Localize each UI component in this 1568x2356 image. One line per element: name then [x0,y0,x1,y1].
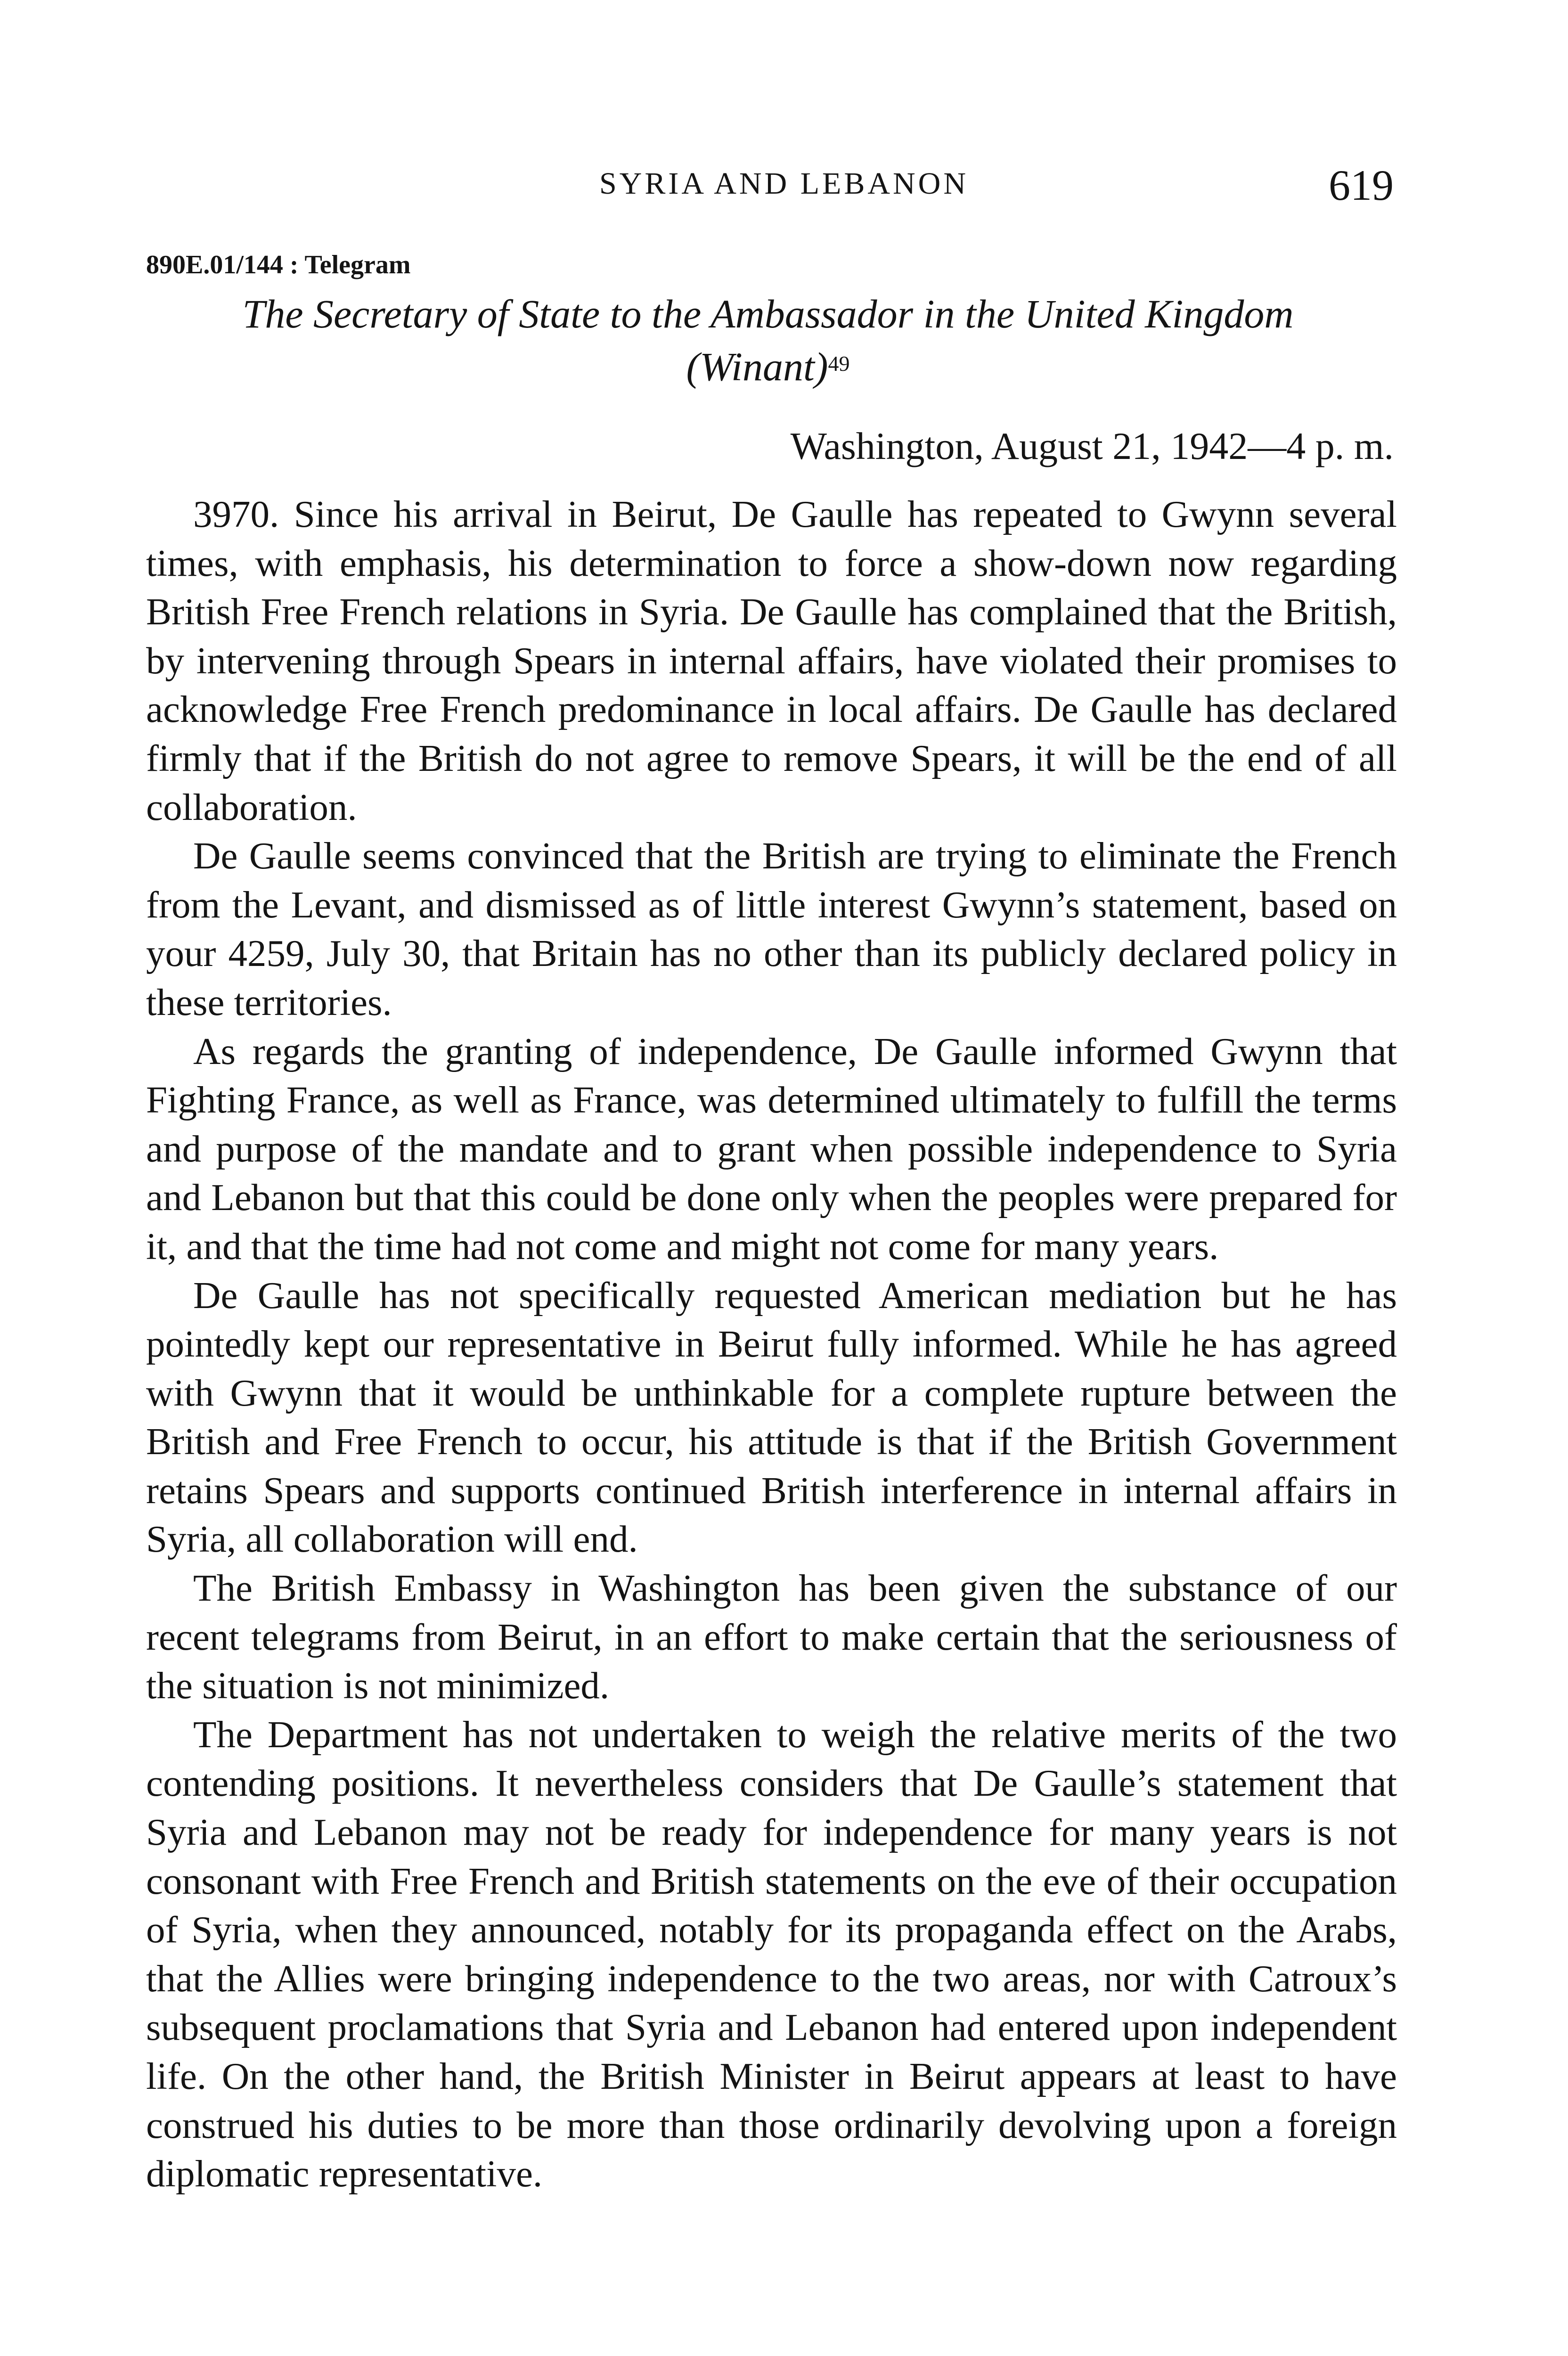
running-title: SYRIA AND LEBANON [599,166,969,201]
heading-line-1: The Secretary of State to the Ambassador in the United Kingdom [242,291,1294,336]
heading-line-2 [141,340,1395,393]
paragraph: The Department has not undertaken to weigh the relative merits of the two contending positions. It nevertheless considers that De Gaulle’s statement that Syria and Lebanon may not be ready for independence for many years is not consonant with Free French and British statements on the eve of their occupation of Syria, when they announced, notably for its propaganda effect on the Arabs, that the Allies were bringing independence to the two areas, nor with Catroux’s subsequent proclamations that Syria and Lebanon had entered upon independent life. On the other hand, the British Minister in Beirut appears at least to have construed his duties to be more than those ordinarily devolving upon a foreign diplomatic representative. [146,1713,1397,2195]
paragraph: De Gaulle seems convinced that the British are trying to eliminate the French from the Levant, and dismissed as of little interest Gwynn’s statement, based on your 4259, July 30, that Britain has no other than its publicly declared policy in these territories. [146,834,1397,1023]
file-reference: 890E.01/144 : Telegram [146,250,411,279]
running-header [0,160,1568,217]
telegram-body [146,490,1397,2199]
paragraph: De Gaulle has not specifically requested American mediation but he has pointedly kept our representative in Beirut fully informed. While he has agreed with Gwynn that it would be unthinkable for a complete rupture between the British and Free French to occur, his attitude is that if the British Government retains Spears and supports continued British interference in internal affairs in Syria, all collaboration will end. [146,1274,1397,1561]
paragraph: As regards the granting of independence, De Gaulle informed Gwynn that Fighting France, as well as France, was determined ultimately to fulfill the terms and purpose of the mandate and to grant when possible independence to Syria and Lebanon but that this could be done only when the peoples were prepared for it, and that the time had not come and might not come for many years. [146,1030,1397,1268]
paragraph: The British Embassy in Washington has been given the substance of our recent telegrams from Beirut, in an effort to make certain that the seriousness of the situation is not minimized. [146,1567,1397,1707]
heading-addressee: (Winant) [686,344,828,389]
dateline: Washington, August 21, 1942—4 p. m. [790,425,1394,467]
page-number: 619 [1329,161,1394,209]
paragraph: 3970. Since his arrival in Beirut, De Gaulle has repeated to Gwynn several times, with emphasis, his determination to force a show-down now regarding British Free French relations in Syria. De Gaulle has complained that the British, by intervening through Spears in internal affairs, have violated their promises to acknowledge Free French predominance in local affairs. De Gaulle has declared firmly that if the British do not agree to remove Spears, it will be the end of all collaboration. [146,493,1397,828]
heading-footnote-marker: 49 [828,352,850,376]
document-heading [141,287,1395,393]
